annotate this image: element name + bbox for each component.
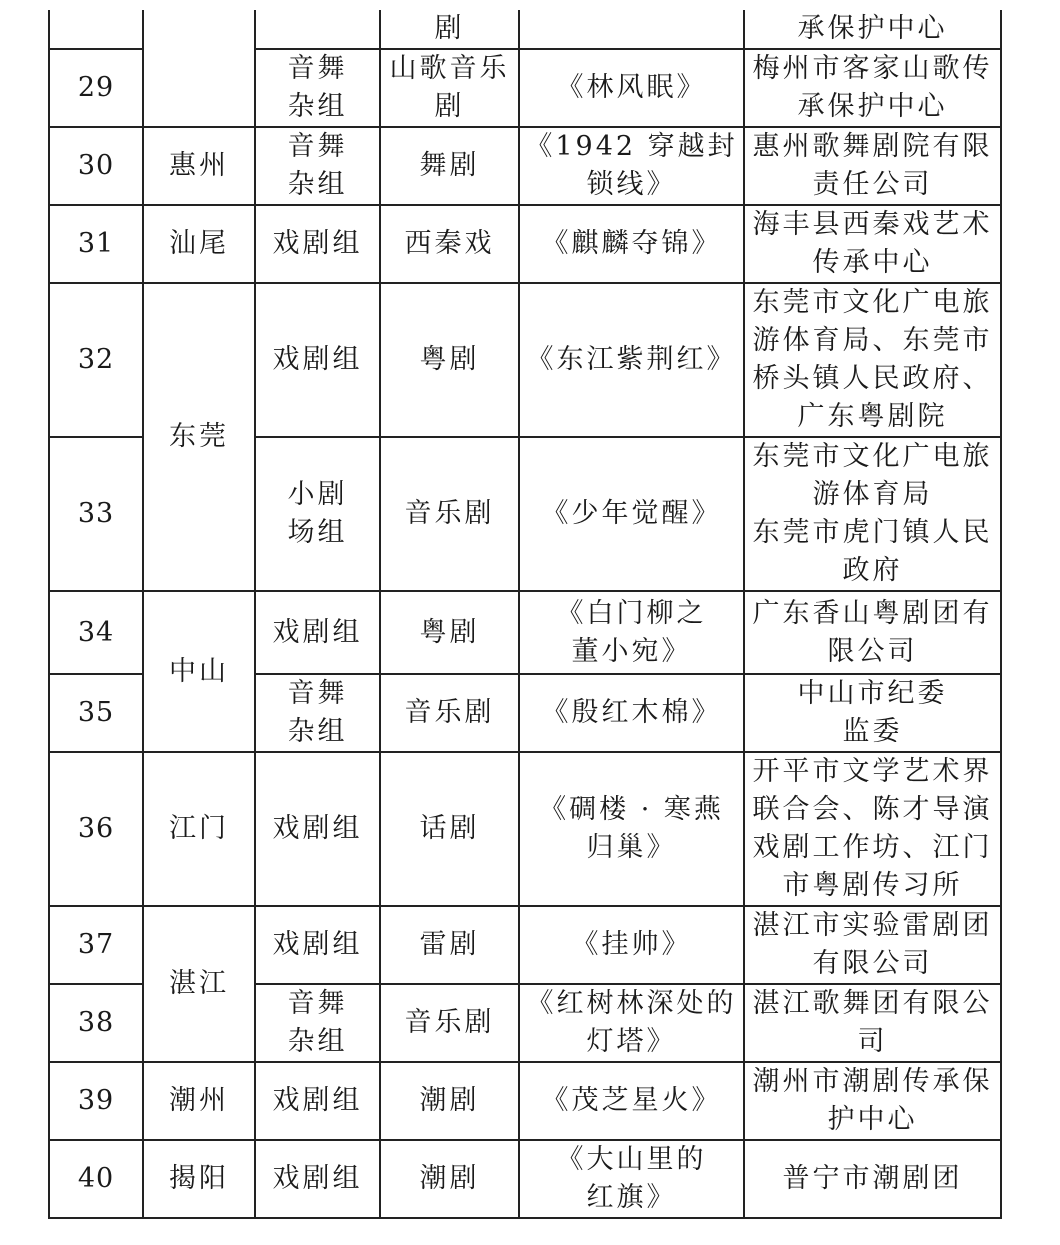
cell-group: 音舞 杂组 xyxy=(255,127,380,205)
cell-group: 戏剧组 xyxy=(255,906,380,984)
cell-type: 剧 xyxy=(380,10,519,49)
cell-city: 江门 xyxy=(143,752,255,906)
table-row xyxy=(49,906,1001,984)
cell-no: 37 xyxy=(49,906,143,984)
cell-org: 潮州市潮剧传承保 护中心 xyxy=(744,1062,1001,1140)
cell-no: 34 xyxy=(49,591,143,674)
cell-type: 粤剧 xyxy=(380,283,519,437)
cell-work: 《东江紫荆红》 xyxy=(519,283,744,437)
table-row xyxy=(49,1062,1001,1140)
cell-no: 36 xyxy=(49,752,143,906)
cell-group: 音舞 杂组 xyxy=(255,49,380,127)
cell-org: 承保护中心 xyxy=(744,10,1001,49)
document-page xyxy=(48,10,1000,1219)
cell-org: 东莞市文化广电旅 游体育局、东莞市 桥头镇人民政府、 广东粤剧院 xyxy=(744,283,1001,437)
cell-work: 《殷红木棉》 xyxy=(519,674,744,752)
cell-no xyxy=(49,10,143,49)
cell-type: 音乐剧 xyxy=(380,437,519,591)
cell-no: 30 xyxy=(49,127,143,205)
cell-no: 32 xyxy=(49,283,143,437)
cell-org: 普宁市潮剧团 xyxy=(744,1140,1001,1218)
cell-group: 戏剧组 xyxy=(255,205,380,283)
cell-group: 音舞 杂组 xyxy=(255,984,380,1062)
cell-work: 《少年觉醒》 xyxy=(519,437,744,591)
cell-no: 40 xyxy=(49,1140,143,1218)
cell-no: 39 xyxy=(49,1062,143,1140)
cell-city: 中山 xyxy=(143,591,255,752)
cell-no: 31 xyxy=(49,205,143,283)
table-row xyxy=(49,591,1001,674)
cell-group: 戏剧组 xyxy=(255,1062,380,1140)
cell-no: 33 xyxy=(49,437,143,591)
cell-group xyxy=(255,10,380,49)
table-row xyxy=(49,205,1001,283)
program-table xyxy=(48,10,1002,1219)
table-row xyxy=(49,283,1001,437)
cell-work: 《林风眠》 xyxy=(519,49,744,127)
cell-work: 《红树林深处的 灯塔》 xyxy=(519,984,744,1062)
table-row xyxy=(49,752,1001,906)
cell-group: 戏剧组 xyxy=(255,752,380,906)
cell-org: 湛江歌舞团有限公 司 xyxy=(744,984,1001,1062)
cell-work: 《挂帅》 xyxy=(519,906,744,984)
table-row xyxy=(49,10,1001,49)
cell-city: 汕尾 xyxy=(143,205,255,283)
cell-org: 开平市文学艺术界 联合会、陈才导演 戏剧工作坊、江门 市粤剧传习所 xyxy=(744,752,1001,906)
cell-type: 舞剧 xyxy=(380,127,519,205)
cell-work: 《大山里的 红旗》 xyxy=(519,1140,744,1218)
cell-no: 29 xyxy=(49,49,143,127)
cell-city: 揭阳 xyxy=(143,1140,255,1218)
cell-type: 潮剧 xyxy=(380,1062,519,1140)
cell-type: 山歌音乐 剧 xyxy=(380,49,519,127)
cell-work: 《碉楼 · 寒燕 归巢》 xyxy=(519,752,744,906)
cell-group: 小剧 场组 xyxy=(255,437,380,591)
cell-type: 话剧 xyxy=(380,752,519,906)
cell-work: 《茂芝星火》 xyxy=(519,1062,744,1140)
cell-type: 音乐剧 xyxy=(380,674,519,752)
cell-no: 35 xyxy=(49,674,143,752)
cell-org: 梅州市客家山歌传 承保护中心 xyxy=(744,49,1001,127)
cell-group: 戏剧组 xyxy=(255,591,380,674)
cell-work: 《白门柳之 董小宛》 xyxy=(519,591,744,674)
cell-city: 湛江 xyxy=(143,906,255,1062)
cell-type: 粤剧 xyxy=(380,591,519,674)
cell-work: 《1942 穿越封 锁线》 xyxy=(519,127,744,205)
cell-org: 湛江市实验雷剧团 有限公司 xyxy=(744,906,1001,984)
cell-type: 西秦戏 xyxy=(380,205,519,283)
cell-city: 惠州 xyxy=(143,127,255,205)
table-row xyxy=(49,127,1001,205)
cell-work: 《麒麟夺锦》 xyxy=(519,205,744,283)
cell-org: 东莞市文化广电旅 游体育局 东莞市虎门镇人民 政府 xyxy=(744,437,1001,591)
cell-group: 戏剧组 xyxy=(255,1140,380,1218)
table-row xyxy=(49,1140,1001,1218)
cell-city: 潮州 xyxy=(143,1062,255,1140)
cell-type: 音乐剧 xyxy=(380,984,519,1062)
cell-city xyxy=(143,10,255,127)
cell-group: 音舞 杂组 xyxy=(255,674,380,752)
cell-org: 中山市纪委 监委 xyxy=(744,674,1001,752)
cell-city: 东莞 xyxy=(143,283,255,591)
cell-type: 潮剧 xyxy=(380,1140,519,1218)
cell-work xyxy=(519,10,744,49)
cell-org: 海丰县西秦戏艺术 传承中心 xyxy=(744,205,1001,283)
cell-org: 惠州歌舞剧院有限 责任公司 xyxy=(744,127,1001,205)
cell-org: 广东香山粤剧团有 限公司 xyxy=(744,591,1001,674)
cell-type: 雷剧 xyxy=(380,906,519,984)
cell-group: 戏剧组 xyxy=(255,283,380,437)
cell-no: 38 xyxy=(49,984,143,1062)
